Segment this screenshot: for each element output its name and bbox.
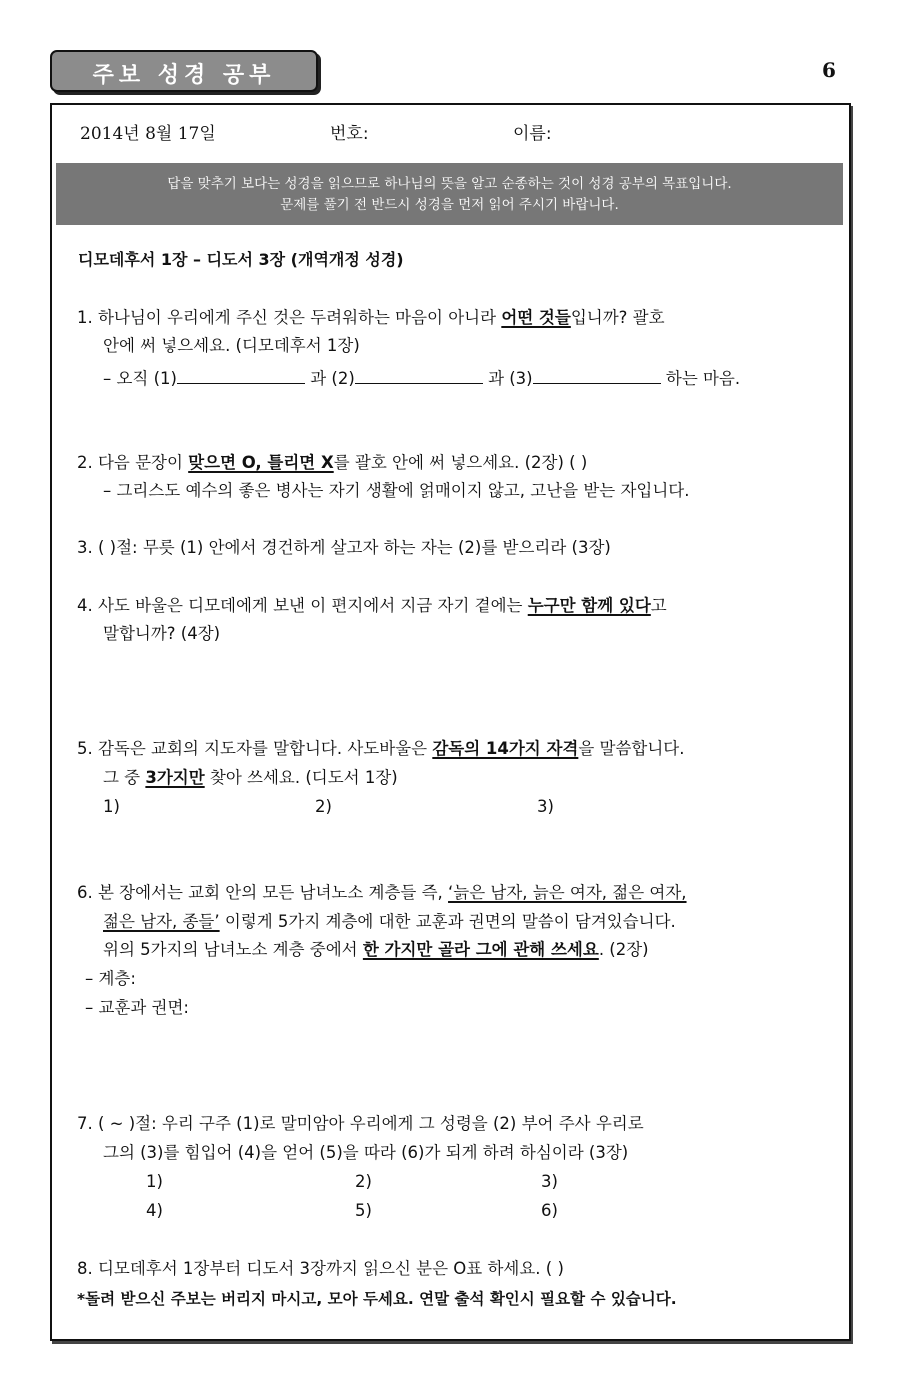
q5-line-2 bbox=[103, 768, 398, 788]
q5-emphasis: 감독의 14가지 자격 bbox=[432, 739, 579, 758]
date-text: 2014년 8월 17일 bbox=[80, 124, 216, 144]
q2-text-pre: 2. 다음 문장이 bbox=[77, 453, 189, 472]
q5-text2-pre: 그 중 bbox=[103, 768, 146, 787]
q6-line-3 bbox=[103, 940, 649, 960]
q2-line-1 bbox=[77, 453, 587, 473]
q7-answer-label-1: 1) bbox=[146, 1172, 163, 1191]
q1-emphasis: 어떤 것들 bbox=[501, 308, 571, 327]
q5-answer-label-2: 2) bbox=[315, 797, 332, 816]
header-title-tab bbox=[50, 50, 318, 92]
q7-line-2: 그의 (3)를 힘입어 (4)을 얻어 (5)을 따라 (6)가 되게 하려 하심이라 (3장) bbox=[103, 1143, 629, 1162]
q6-field-class: – 계층: bbox=[85, 969, 136, 988]
q6-text-pre: 6. 본 장에서는 교회 안의 모든 남녀노소 계층들 즉, bbox=[77, 883, 449, 902]
q6-field-lesson: – 교훈과 권면: bbox=[85, 998, 189, 1017]
q6-line-2 bbox=[103, 912, 676, 932]
q5-answer-label-1: 1) bbox=[103, 797, 120, 816]
q8-line-1: 8. 디모데후서 1장부터 디도서 3장까지 읽으신 분은 O표 하세요. ( ) bbox=[77, 1259, 564, 1278]
q4-text-post: 고 bbox=[650, 596, 667, 615]
q5-emphasis-2: 3가지만 bbox=[145, 768, 205, 787]
page-number: 6 bbox=[822, 58, 836, 82]
q7-answer-label-2: 2) bbox=[355, 1172, 372, 1191]
banner-line-1: 답을 맞추기 보다는 성경을 읽으므로 하나님의 뜻을 알고 순종하는 것이 성경 공부의 목표입니다. bbox=[167, 176, 732, 192]
banner-line-2: 문제를 풀기 전 반드시 성경을 먼저 읽어 주시기 바랍니다. bbox=[280, 197, 619, 213]
q7-line-1: 7. ( ~ )절: 우리 구주 (1)로 말미암아 우리에게 그 성령을 (2) 부어 주사 우리로 bbox=[77, 1114, 644, 1133]
q4-line-2: 말합니까? (4장) bbox=[103, 624, 221, 643]
q1-text-post: 입니까? 괄호 bbox=[570, 308, 665, 327]
q6-text2-post: 이렇게 5가지 계층에 대한 교훈과 권면의 말씀이 담겨있습니다. bbox=[219, 912, 676, 931]
q7-answer-label-6: 6) bbox=[541, 1201, 558, 1220]
q1-blank-tail: 하는 마음. bbox=[665, 369, 741, 388]
q1-answer-blank-1[interactable] bbox=[177, 367, 305, 384]
q3-line-1: 3. ( )절: 무릇 (1) 안에서 경건하게 살고자 하는 자는 (2)를 받으리라 (3장) bbox=[77, 538, 611, 557]
q4-text-pre: 4. 사도 바울은 디모데에게 보낸 이 편지에서 지금 자기 곁에는 bbox=[77, 596, 528, 615]
q5-text-post: 을 말씀합니다. bbox=[578, 739, 685, 758]
footer-note: *돌려 받으신 주보는 버리지 마시고, 모아 두세요. 연말 출석 확인시 필요할 수 있습니다. bbox=[77, 1290, 677, 1308]
q2-text-post: 를 괄호 안에 써 넣으세요. (2장) ( ) bbox=[333, 453, 588, 472]
q6-underlined-1: ‘늙은 남자, 늙은 여자, 젊은 여자, bbox=[448, 883, 687, 902]
q7-answer-label-5: 5) bbox=[355, 1201, 372, 1220]
q1-line-2: 안에 써 넣으세요. (디모데후서 1장) bbox=[103, 336, 360, 355]
q1-blank-label-1: – 오직 (1) bbox=[103, 369, 177, 388]
q2-line-2: – 그리스도 예수의 좋은 병사는 자기 생활에 얽매이지 않고, 고난을 받는 자입니다. bbox=[103, 481, 690, 500]
q7-answer-label-3: 3) bbox=[541, 1172, 558, 1191]
q6-text3-post: . (2장) bbox=[598, 940, 649, 959]
header-title: 주보 성경 공부 bbox=[92, 63, 276, 88]
q1-line-1 bbox=[77, 308, 665, 328]
q4-emphasis: 누구만 함께 있다 bbox=[527, 596, 651, 615]
q7-answer-label-4: 4) bbox=[146, 1201, 163, 1220]
q6-emphasis: 한 가지만 골라 그에 관해 쓰세요 bbox=[362, 940, 599, 959]
q5-text-pre: 5. 감독은 교회의 지도자를 말합니다. 사도바울은 bbox=[77, 739, 433, 758]
q1-line-3 bbox=[103, 367, 740, 389]
number-label: 번호: bbox=[330, 124, 369, 144]
name-label: 이름: bbox=[513, 124, 552, 144]
q4-line-1 bbox=[77, 596, 667, 616]
q1-blank-label-3: 과 (3) bbox=[488, 369, 533, 388]
q2-emphasis: 맞으면 O, 틀리면 X bbox=[188, 453, 334, 472]
q1-blank-label-2: 과 (2) bbox=[310, 369, 355, 388]
q5-line-1 bbox=[77, 739, 684, 759]
q6-line-1 bbox=[77, 883, 687, 903]
q1-text-pre: 1. 하나님이 우리에게 주신 것은 두려워하는 마음이 아니라 bbox=[77, 308, 502, 327]
section-title: 디모데후서 1장 – 디도서 3장 (개역개정 성경) bbox=[78, 250, 404, 269]
q6-text3-pre: 위의 5가지의 남녀노소 계층 중에서 bbox=[103, 940, 363, 959]
q6-underlined-2: 젊은 남자, 종들’ bbox=[103, 912, 220, 931]
q5-text2-post: 찾아 쓰세요. (디도서 1장) bbox=[204, 768, 398, 787]
q1-answer-blank-2[interactable] bbox=[355, 367, 483, 384]
q5-answer-label-3: 3) bbox=[537, 797, 554, 816]
instruction-banner bbox=[56, 163, 843, 225]
q1-answer-blank-3[interactable] bbox=[533, 367, 661, 384]
